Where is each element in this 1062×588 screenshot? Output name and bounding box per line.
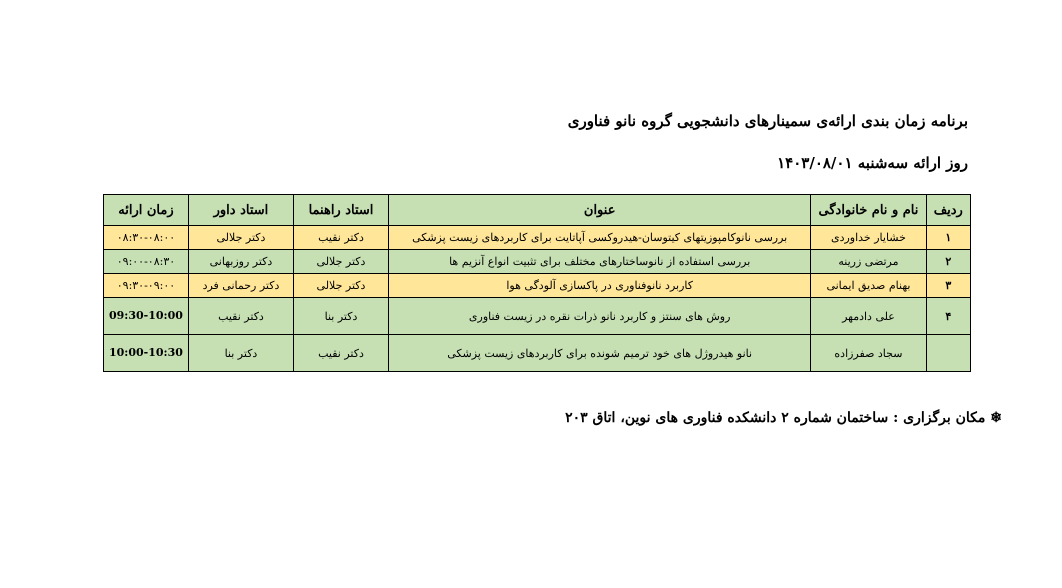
seminar-topic: نانو هیدروژل های خود ترمیم شونده برای کاربردهای زیست پزشکی bbox=[388, 335, 810, 372]
student-name: مرتضی زرینه bbox=[811, 250, 926, 274]
student-name: بهنام صدیق ایمانی bbox=[811, 274, 926, 298]
table-row bbox=[104, 274, 971, 298]
header-examiner: استاد داور bbox=[188, 195, 293, 226]
supervisor: دکتر جلالی bbox=[294, 250, 389, 274]
header-time: زمان ارائه bbox=[104, 195, 189, 226]
time-slot: 09:30-10:00 bbox=[104, 298, 189, 335]
time-slot: 10:00-10:30 bbox=[104, 335, 189, 372]
row-number: ۳ bbox=[926, 274, 970, 298]
examiner: دکتر روزبهانی bbox=[188, 250, 293, 274]
table-row bbox=[104, 298, 971, 335]
table-header-row bbox=[104, 195, 971, 226]
student-name: خشایار خداوردی bbox=[811, 226, 926, 250]
header-row-number: ردیف bbox=[926, 195, 970, 226]
examiner: دکتر جلالی bbox=[188, 226, 293, 250]
venue-note: ❄ مکان برگزاری : ساختمان شماره ۲ دانشکده فناوری های نوین، اتاق ۲۰۳ bbox=[565, 410, 1002, 426]
table-row bbox=[104, 335, 971, 372]
table-row bbox=[104, 226, 971, 250]
student-name: علی دادمهر bbox=[811, 298, 926, 335]
row-number: ۱ bbox=[926, 226, 970, 250]
page-title: برنامه زمان بندی ارائه‌ی سمینارهای دانشجویی گروه نانو فناوری bbox=[567, 112, 968, 130]
header-supervisor: استاد راهنما bbox=[294, 195, 389, 226]
header-name: نام و نام خانوادگی bbox=[811, 195, 926, 226]
time-slot: ۰۸:۳۰-۰۸:۰۰ bbox=[104, 226, 189, 250]
examiner: دکتر بنا bbox=[188, 335, 293, 372]
seminar-topic: بررسی استفاده از نانوساختارهای مختلف برای تثبیت انواع آنزیم ها bbox=[388, 250, 810, 274]
supervisor: دکتر نقیب bbox=[294, 226, 389, 250]
examiner: دکتر رحمانی فرد bbox=[188, 274, 293, 298]
student-name: سجاد صفرزاده bbox=[811, 335, 926, 372]
seminar-topic: کاربرد نانوفناوری در پاکسازی آلودگی هوا bbox=[388, 274, 810, 298]
seminar-topic: بررسی نانوکامپوزیتهای کیتوسان-هیدروکسی آپاتایت برای کاربردهای زیست پزشکی bbox=[388, 226, 810, 250]
table-row bbox=[104, 250, 971, 274]
schedule-table bbox=[103, 194, 971, 372]
row-number: ۴ bbox=[926, 298, 970, 335]
presentation-day: روز ارائه سه‌شنبه ۱۴۰۳/۰۸/۰۱ bbox=[777, 154, 968, 172]
supervisor: دکتر بنا bbox=[294, 298, 389, 335]
header-topic: عنوان bbox=[388, 195, 810, 226]
seminar-topic: روش های سنتز و کاربرد نانو ذرات نقره در زیست فناوری bbox=[388, 298, 810, 335]
supervisor: دکتر جلالی bbox=[294, 274, 389, 298]
row-number bbox=[926, 335, 970, 372]
time-slot: ۰۹:۰۰-۰۸:۳۰ bbox=[104, 250, 189, 274]
supervisor: دکتر نقیب bbox=[294, 335, 389, 372]
time-slot: ۰۹:۳۰-۰۹:۰۰ bbox=[104, 274, 189, 298]
examiner: دکتر نقیب bbox=[188, 298, 293, 335]
row-number: ۲ bbox=[926, 250, 970, 274]
